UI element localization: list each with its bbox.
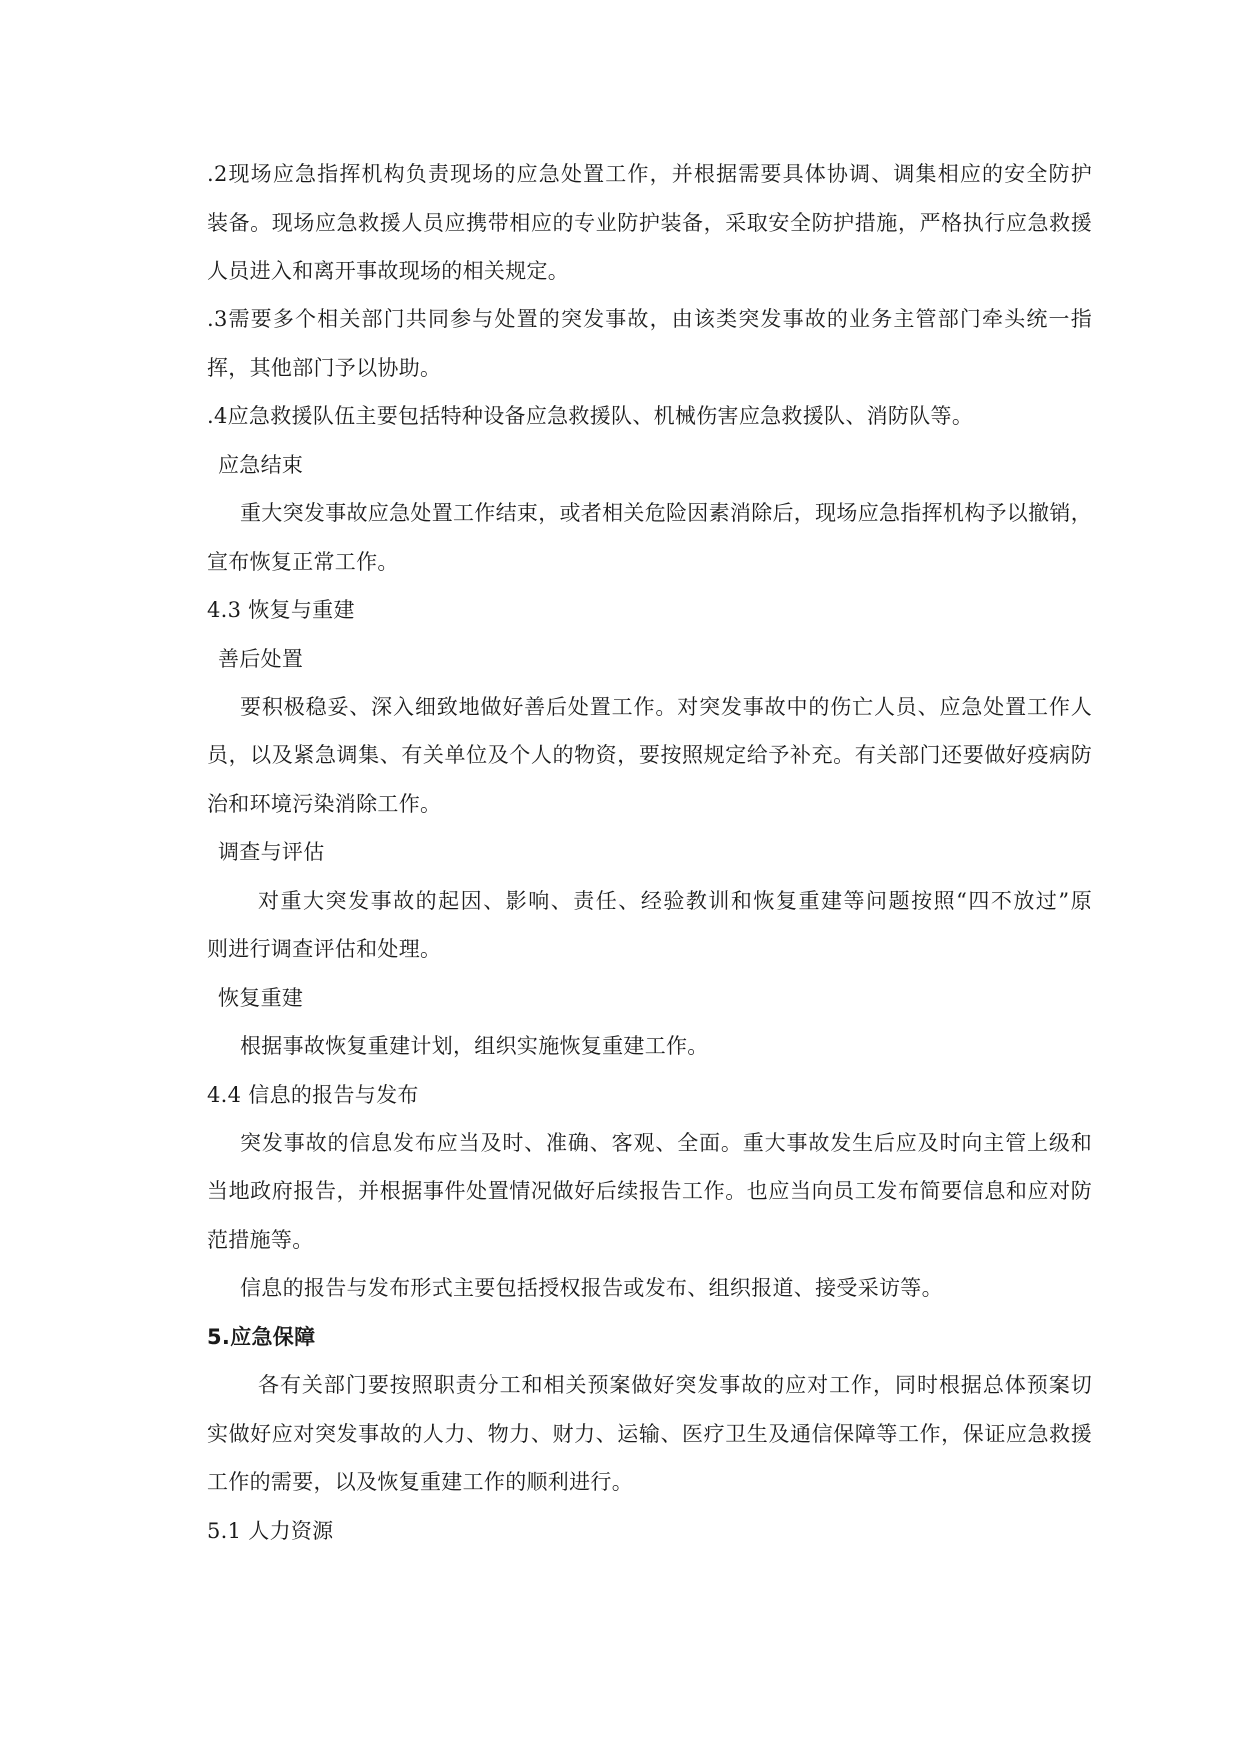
section-heading: 4.3 恢复与重建 (207, 598, 355, 622)
paragraph-line: 根据事故恢复重建计划，组织实施恢复重建工作。 (240, 1034, 709, 1058)
chapter-heading: 5.应急保障 (207, 1325, 316, 1349)
paragraph-line: 装备。现场应急救援人员应携带相应的专业防护装备，采取安全防护措施，严格执行应急救援 (207, 211, 1092, 235)
section-heading: 恢复重建 (218, 986, 304, 1010)
paragraph-line: 宣布恢复正常工作。 (207, 550, 399, 574)
paragraph-line: 对重大突发事故的起因、影响、责任、经验教训和恢复重建等问题按照“四不放过”原 (258, 889, 1092, 913)
paragraph-line: 治和环境污染消除工作。 (207, 792, 442, 816)
paragraph-line: 则进行调查评估和处理。 (207, 937, 442, 961)
section-heading: 应急结束 (218, 453, 304, 477)
section-heading: 善后处置 (218, 647, 304, 671)
paragraph-line: 信息的报告与发布形式主要包括授权报告或发布、组织报道、接受采访等。 (240, 1276, 943, 1300)
section-heading: 4.4 信息的报告与发布 (207, 1083, 419, 1107)
paragraph-line: 要积极稳妥、深入细致地做好善后处置工作。对突发事故中的伤亡人员、应急处置工作人 (240, 695, 1092, 719)
paragraph-line: 员，以及紧急调集、有关单位及个人的物资，要按照规定给予补充。有关部门还要做好疫病防 (207, 743, 1092, 767)
paragraph-line: .4应急救援队伍主要包括特种设备应急救援队、机械伤害应急救援队、消防队等。 (207, 404, 974, 428)
paragraph-line: 当地政府报告，并根据事件处置情况做好后续报告工作。也应当向员工发布简要信息和应对防 (207, 1179, 1092, 1203)
paragraph-line: 工作的需要，以及恢复重建工作的顺利进行。 (207, 1470, 633, 1494)
paragraph-line: .2现场应急指挥机构负责现场的应急处置工作，并根据需要具体协调、调集相应的安全防护 (207, 162, 1092, 186)
paragraph-line: 突发事故的信息发布应当及时、准确、客观、全面。重大事故发生后应及时向主管上级和 (240, 1131, 1092, 1155)
paragraph-line: 重大突发事故应急处置工作结束，或者相关危险因素消除后，现场应急指挥机构予以撤销， (240, 501, 1092, 525)
paragraph-line: 范措施等。 (207, 1228, 314, 1252)
paragraph-line: 各有关部门要按照职责分工和相关预案做好突发事故的应对工作，同时根据总体预案切 (258, 1373, 1092, 1397)
paragraph-line: 挥，其他部门予以协助。 (207, 356, 442, 380)
section-heading: 5.1 人力资源 (207, 1519, 334, 1543)
section-heading: 调查与评估 (218, 840, 325, 864)
paragraph-line: 人员进入和离开事故现场的相关规定。 (207, 259, 570, 283)
paragraph-line: .3需要多个相关部门共同参与处置的突发事故，由该类突发事故的业务主管部门牵头统一指 (207, 307, 1092, 331)
paragraph-line: 实做好应对突发事故的人力、物力、财力、运输、医疗卫生及通信保障等工作，保证应急救援 (207, 1422, 1092, 1446)
